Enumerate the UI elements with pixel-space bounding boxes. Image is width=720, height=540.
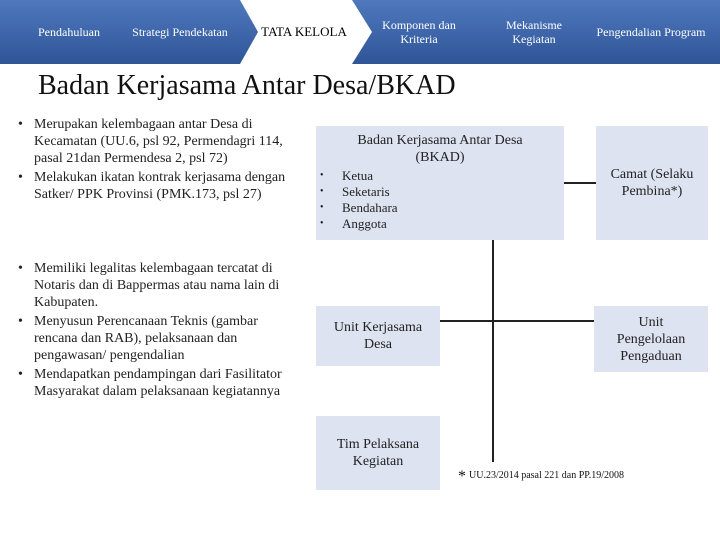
tab-strategi-pendekatan[interactable]: Strategi Pendekatan — [132, 25, 228, 39]
page-title: Badan Kerjasama Antar Desa/BKAD — [38, 70, 456, 101]
bullet-list-top — [18, 116, 303, 205]
camat-box — [596, 126, 708, 240]
list-item: • Merupakan kelembagaan antar Desa di Kecamatan (UU.6, psl 92, Permendagri 114, pasal 21dan Permendesa 2, psl 72) — [18, 116, 303, 167]
bullet-list-bottom — [18, 260, 303, 402]
list-item: • Memiliki legalitas kelembagaan tercatat di Notaris dan di Bappermas atau nama lain di Kabupaten. — [18, 260, 303, 311]
member-item: • Ketua — [320, 168, 564, 184]
unit-kerjasama-label: Unit Kerjasama Desa — [333, 320, 423, 352]
member-item: • Seketaris — [320, 184, 564, 200]
tab-komponen-kriteria[interactable]: Komponen dan Kriteria — [382, 18, 456, 46]
bkad-members — [316, 168, 564, 232]
footnote-text: UU.23/2014 pasal 221 dan PP.19/2008 — [469, 470, 624, 481]
member-item: • Bendahara — [320, 200, 564, 216]
top-navigation — [0, 0, 720, 64]
list-item: • Menyusun Perencanaan Teknis (gambar rencana dan RAB), pelaksanaan dan pengawasan/ pengendalian — [18, 313, 303, 364]
unit-kerjasama-box — [316, 306, 440, 366]
connector-bkad-camat — [564, 182, 596, 184]
camat-label: Camat (Selaku Pembina*) — [610, 167, 694, 199]
unit-pengaduan-label: Unit Pengelolaan Pengaduan — [616, 314, 686, 364]
list-item: • Mendapatkan pendampingan dari Fasilitator Masyarakat dalam pelaksanaan kegiatannya — [18, 366, 303, 400]
bkad-title: Badan Kerjasama Antar Desa (BKAD) — [357, 133, 523, 165]
tab-mekanisme-kegiatan[interactable]: Mekanisme Kegiatan — [506, 18, 562, 46]
footnote-marker: * — [458, 468, 466, 485]
tab-tata-kelola[interactable]: TATA KELOLA — [261, 24, 347, 39]
footnote — [458, 468, 624, 486]
connector-unit-row — [440, 320, 594, 322]
bkad-box — [316, 126, 564, 240]
list-item: • Melakukan ikatan kontrak kerjasama dengan Satker/ PPK Provinsi (PMK.173, psl 27) — [18, 169, 303, 203]
connector-vertical — [492, 240, 494, 462]
member-item: • Anggota — [320, 216, 564, 232]
unit-pengaduan-box — [594, 306, 708, 372]
tim-pelaksana-box — [316, 416, 440, 490]
tab-pendahuluan[interactable]: Pendahuluan — [38, 25, 100, 39]
tab-pengendalian-program[interactable]: Pengendalian Program — [596, 25, 706, 39]
tim-pelaksana-label: Tim Pelaksana Kegiatan — [336, 437, 420, 469]
